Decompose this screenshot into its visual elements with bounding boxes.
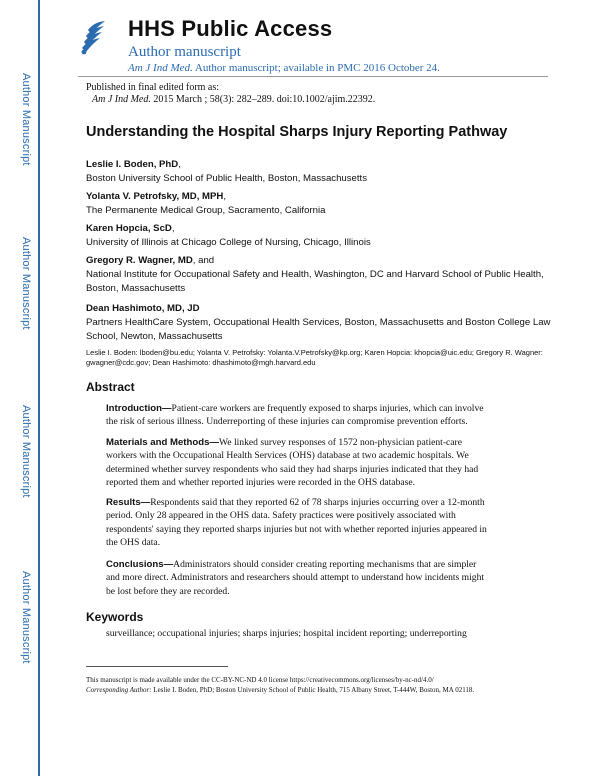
author-name: Yolanta V. Petrofsky, MD, MPH — [86, 191, 224, 202]
header-availability: Author manuscript; available in PMC 2016 October 24. — [192, 62, 440, 74]
sidebar-rule — [38, 0, 40, 776]
abstract-section-label: Conclusions— — [106, 559, 174, 570]
abstract-methods — [106, 436, 492, 490]
author-block — [86, 302, 556, 344]
header-divider — [78, 76, 548, 77]
abstract-section-text: We linked survey responses of 1572 non-physician patient-care workers with the Occupational Health Services (OHS) database at two academic hospitals. We determined whether survey respondents who said they had sharps injuries indicated that they had reported them and whether reported injuries were recorded in the OHS database. — [106, 437, 479, 489]
author-suffix: , and — [192, 255, 215, 266]
abstract-section-label: Introduction— — [106, 403, 172, 414]
corresponding-text: Leslie I. Boden, PhD; Boston University School of Public Health, 715 Albany Street, T-444W, Boston, MA 02118. — [151, 685, 475, 694]
abstract-section-text: Patient-care workers are frequently exposed to sharps injuries, which can involve the risk of serious illness. Underreporting of these injuries can compromise prevention efforts. — [106, 403, 484, 428]
author-affiliation: The Permanente Medical Group, Sacramento, California — [86, 205, 326, 216]
abstract-section-text: Respondents said that they reported 62 of 78 sharps injuries occurring over a 12-month period. Only 28 appeared in the OHS data. Safety practices were positively associated with respondents' saying they reported sharps injuries but not with whether reported injuries appeared in the OHS data. — [106, 497, 487, 549]
citation-journal: Am J Ind Med. — [92, 94, 151, 105]
abstract-section-label: Results— — [106, 497, 151, 508]
author-suffix: , — [223, 191, 227, 202]
author-suffix: , — [178, 159, 181, 170]
author-block — [86, 158, 556, 186]
author-name: Karen Hopcia, ScD — [86, 223, 172, 234]
author-emails: Leslie I. Boden: lboden@bu.edu; Yolanta V. Petrofsky: Yolanta.V.Petrofsky@kp.org; Karen Hopcia: khopcia@uic.edu; Gregory R. Wagner: gwagner@cdc.gov; Dean Hashimoto: dhashimoto@mgh.harvard.edu — [86, 348, 543, 367]
abstract-conclusions — [106, 558, 492, 598]
sidebar-label: Author Manuscript — [20, 236, 32, 330]
header-journal-line — [128, 62, 440, 74]
sidebar-label: Author Manuscript — [20, 72, 32, 166]
author-affiliation: Boston University School of Public Health, Boston, Massachusetts — [86, 173, 368, 184]
license-note: This manuscript is made available under the CC-BY-NC-ND 4.0 license https://creativecommons.org/licenses/by-nc-nd/4.0/ — [86, 676, 434, 684]
author-name: Dean Hashimoto, MD, JD — [86, 303, 200, 314]
author-name: Leslie I. Boden, PhD — [86, 159, 179, 170]
footnote — [86, 676, 506, 695]
abstract-section-text: Administrators should consider creating reporting mechanisms that are simpler and more direct. Administrators and researchers should attempt to understand how incidents might be lost before they are recorded. — [106, 559, 485, 597]
keywords-heading: Keywords — [86, 610, 144, 624]
author-affiliation: National Institute for Occupational Safety and Health, Washington, DC and Harvard School of Public Health, Boston, Massachusetts — [86, 269, 544, 294]
header — [78, 10, 548, 76]
footnote-rule — [86, 666, 228, 667]
abstract-introduction — [106, 402, 492, 429]
sidebar-label: Author Manuscript — [20, 404, 32, 498]
author-affiliation: University of Illinois at Chicago College of Nursing, Chicago, Illinois — [86, 237, 371, 248]
citation-details: 2015 March ; 58(3): 282–289. doi:10.1002/ajim.22392. — [150, 94, 376, 105]
author-block — [86, 222, 556, 250]
article-title: Understanding the Hospital Sharps Injury Reporting Pathway — [86, 124, 508, 140]
header-subtitle: Author manuscript — [128, 44, 241, 60]
sidebar-label: Author Manuscript — [20, 570, 32, 664]
header-journal-name: Am J Ind Med. — [128, 62, 193, 74]
citation-line — [86, 94, 375, 106]
abstract-section-label: Materials and Methods— — [106, 437, 220, 448]
abstract-results — [106, 496, 492, 550]
author-suffix: , — [171, 223, 175, 234]
author-block — [86, 254, 556, 296]
hhs-eagle-logo-icon — [78, 18, 108, 58]
published-line: Published in final edited form as: — [86, 82, 220, 93]
abstract-heading: Abstract — [86, 380, 135, 394]
author-affiliation: Partners HealthCare System, Occupational Health Services, Boston, Massachusetts and Boston College Law School, Newton, Massachusetts — [86, 317, 551, 342]
corresponding-author-note — [86, 686, 506, 696]
author-block — [86, 190, 556, 218]
corresponding-label: Corresponding Author: — [86, 685, 152, 694]
keywords-text: surveillance; occupational injuries; sharps injuries; hospital incident reporting; underreporting — [106, 628, 467, 639]
header-title: HHS Public Access — [128, 16, 333, 41]
author-name: Gregory R. Wagner, MD — [86, 255, 193, 266]
publication-info — [86, 82, 375, 106]
